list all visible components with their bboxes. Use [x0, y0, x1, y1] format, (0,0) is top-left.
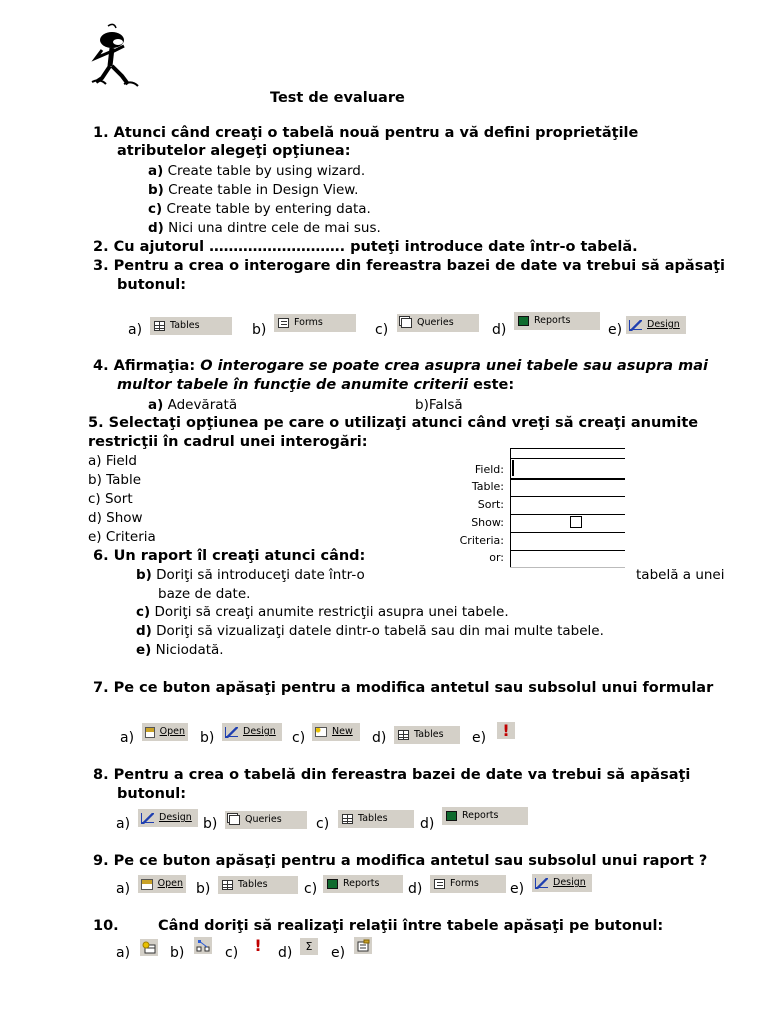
table-icon [342, 814, 353, 824]
q3-choice-c-letter: c) [375, 322, 389, 338]
question-1-stem-cont: atributelor alegeţi opţiunea: [117, 143, 351, 159]
question-1-option-a: a) Create table by using wizard. [148, 163, 366, 179]
grid-label-or: or: [489, 551, 504, 564]
q7-open-button[interactable]: Open [142, 723, 188, 741]
q9-tables-button[interactable]: Tables [218, 876, 298, 894]
q7-choice-a-letter: a) [120, 730, 135, 746]
question-5-option-b: b) Table [88, 472, 142, 488]
question-5-stem: 5. Selectaţi opţiunea pe care o utilizaţi atunci când vreţi să creaţi anumite [88, 415, 699, 431]
q3-queries-button[interactable]: Queries [397, 314, 479, 332]
q7-design-button[interactable]: Design [222, 723, 282, 741]
q10-choice-b-letter: b) [170, 945, 185, 961]
q7-choice-c-letter: c) [292, 730, 306, 746]
new-object-icon [315, 727, 327, 737]
question-8-stem-cont: butonul: [117, 786, 187, 802]
add-table-icon [142, 941, 156, 954]
q8-design-button[interactable]: Design [138, 809, 198, 827]
page-title: Test de evaluare [270, 90, 405, 106]
q3-design-button[interactable]: Design [626, 316, 686, 334]
grid-label-field: Field: [474, 463, 504, 476]
design-icon [535, 878, 548, 889]
question-1-option-c: c) Create table by entering data. [148, 201, 371, 217]
question-10-number: 10. [93, 918, 119, 934]
question-1-stem: 1. Atunci când creaţi o tabelă nouă pentru a vă defini proprietăţile [93, 125, 639, 141]
q8-choice-a-letter: a) [116, 816, 131, 832]
question-4-stem-cont: multor tabele în funcţie de anumite criterii este: [117, 377, 515, 393]
question-7-stem: 7. Pe ce buton apăsaţi pentru a modifica antetul sau subsolul unui formular [93, 680, 714, 696]
query-icon [401, 318, 412, 328]
q8-choice-c-letter: c) [316, 816, 330, 832]
relationships-icon [196, 939, 210, 952]
question-6-stem: 6. Un raport îl creaţi atunci când: [93, 548, 366, 564]
question-5-option-a: a) Field [88, 453, 137, 469]
q7-choice-b-letter: b) [200, 730, 215, 746]
q3-choice-d-letter: d) [492, 322, 507, 338]
question-6-option-b-cont: baze de date. [158, 586, 251, 602]
design-icon [141, 813, 154, 824]
q9-open-button[interactable]: Open [138, 875, 186, 893]
grid-label-show: Show: [471, 516, 504, 529]
q10-choice-a-letter: a) [116, 945, 131, 961]
table-icon [398, 730, 409, 740]
question-6-option-b-tail: tabelă a unei [636, 567, 725, 583]
q3-choice-b-letter: b) [252, 322, 267, 338]
grid-label-table: Table: [471, 480, 504, 493]
question-4-option-a: a) Adevărată [148, 397, 238, 413]
q9-choice-a-letter: a) [116, 881, 131, 897]
question-3-stem-cont: butonul: [117, 277, 187, 293]
query-icon [229, 815, 240, 825]
exclamation-icon: ! [502, 720, 510, 740]
open-folder-icon [141, 879, 153, 890]
q9-choice-e-letter: e) [510, 881, 525, 897]
q3-forms-button[interactable]: Forms [274, 314, 356, 332]
question-4-option-b: b)Falsă [415, 397, 463, 413]
q7-run-button[interactable] [497, 722, 515, 739]
properties-icon [356, 939, 370, 952]
q9-choice-c-letter: c) [304, 881, 318, 897]
question-1-option-d: d) Nici una dintre cele de mai sus. [148, 220, 381, 236]
design-icon [629, 320, 642, 331]
q10-run-button[interactable] [249, 937, 267, 954]
question-9-stem: 9. Pe ce buton apăsaţi pentru a modifica antetul sau subsolul unui raport ? [93, 853, 708, 869]
q8-choice-d-letter: d) [420, 816, 435, 832]
question-5-option-e: e) Criteria [88, 529, 156, 545]
exclamation-icon: ! [254, 935, 262, 955]
q10-properties-button[interactable] [354, 937, 372, 954]
q3-choice-e-letter: e) [608, 322, 623, 338]
q3-tables-button[interactable]: Tables [150, 317, 232, 335]
question-6-option-c: c) Doriţi să creaţi anumite restricţii asupra unei tabele. [136, 604, 509, 620]
query-design-grid [440, 448, 625, 568]
table-icon [154, 321, 165, 331]
q10-totals-button[interactable] [300, 938, 318, 955]
question-5-option-d: d) Show [88, 510, 143, 526]
q9-design-button[interactable]: Design [532, 874, 592, 892]
open-folder-icon [145, 727, 155, 738]
q8-tables-button[interactable]: Tables [338, 810, 414, 828]
q7-choice-d-letter: d) [372, 730, 387, 746]
q8-queries-button[interactable]: Queries [225, 811, 307, 829]
q10-choice-d-letter: d) [278, 945, 293, 961]
sigma-icon: Σ [305, 940, 313, 953]
thinking-figure-illustration [88, 22, 148, 90]
question-4-stem: 4. Afirmaţia: O interogare se poate crea asupra unei tabele sau asupra mai [93, 358, 708, 374]
q8-choice-b-letter: b) [203, 816, 218, 832]
question-5-option-c: c) Sort [88, 491, 133, 507]
q7-tables-button[interactable]: Tables [394, 726, 460, 744]
q10-choice-e-letter: e) [331, 945, 346, 961]
question-3-stem: 3. Pentru a crea o interogare din fereastra bazei de date va trebui să apăsaţi [93, 258, 726, 274]
form-icon [278, 318, 289, 328]
q7-new-button[interactable]: New [312, 723, 360, 741]
report-icon [446, 811, 457, 821]
question-2: 2. Cu ajutorul ………………………. puteţi introduce date într-o tabelă. [93, 239, 638, 255]
report-icon [518, 316, 529, 326]
q9-choice-b-letter: b) [196, 881, 211, 897]
question-6-option-e: e) Niciodată. [136, 642, 224, 658]
show-checkbox[interactable] [570, 516, 582, 528]
design-icon [225, 727, 238, 738]
q8-reports-button[interactable]: Reports [442, 807, 528, 825]
q9-forms-button[interactable]: Forms [430, 875, 506, 893]
question-1-option-b: b) Create table in Design View. [148, 182, 359, 198]
q10-add-table-button[interactable] [140, 939, 158, 956]
report-icon [327, 879, 338, 889]
q10-relationships-button[interactable] [194, 937, 212, 954]
grid-label-criteria: Criteria: [459, 534, 504, 547]
q10-choice-c-letter: c) [225, 945, 239, 961]
grid-label-sort: Sort: [477, 498, 504, 511]
question-8-stem: 8. Pentru a crea o tabelă din fereastra bazei de date va trebui să apăsaţi [93, 767, 691, 783]
question-5-stem-cont: restricţii în cadrul unei interogări: [88, 434, 368, 450]
q9-reports-button[interactable]: Reports [323, 875, 403, 893]
q3-choice-a-letter: a) [128, 322, 143, 338]
table-icon [222, 880, 233, 890]
q3-reports-button[interactable]: Reports [514, 312, 600, 330]
question-6-option-b: b) Doriţi să introduceţi date într-o [136, 567, 365, 583]
question-6-option-d: d) Doriţi să vizualizaţi datele dintr-o tabelă sau din mai multe tabele. [136, 623, 604, 639]
form-icon [434, 879, 445, 889]
q7-choice-e-letter: e) [472, 730, 487, 746]
question-10-stem: Când doriţi să realizaţi relaţii între tabele apăsaţi pe butonul: [158, 918, 664, 934]
q9-choice-d-letter: d) [408, 881, 423, 897]
